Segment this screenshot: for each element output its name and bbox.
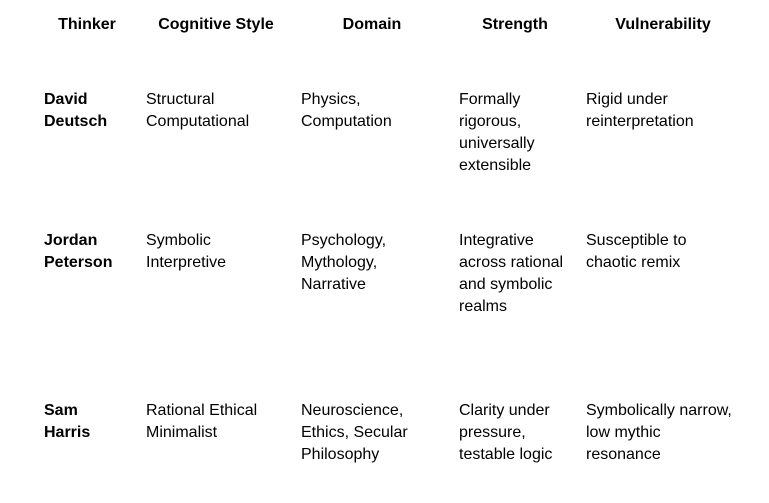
table-cell-thinker: David Deutsch xyxy=(44,91,108,130)
table-cell-thinker: Jordan Peterson xyxy=(44,232,113,271)
table-cell-strength: Integrative across rational and symbolic realms xyxy=(459,232,564,315)
header-domain: Domain xyxy=(342,16,402,33)
table-cell-vulnerability: Susceptible to chaotic remix xyxy=(586,232,687,271)
table-cell-domain: Neuroscience, Ethics, Secular Philosophy xyxy=(301,402,408,463)
table-cell-domain: Psychology, Mythology, Narrative xyxy=(301,232,387,293)
table-cell-domain: Physics, Computation xyxy=(301,91,392,130)
header-vulnerability: Vulnerability xyxy=(615,16,711,33)
table-cell-cognitive-style: Rational Ethical Minimalist xyxy=(146,402,258,441)
header-thinker: Thinker xyxy=(58,16,116,33)
table-cell-vulnerability: Symbolically narrow, low mythic resonance xyxy=(586,402,732,463)
table-cell-thinker: Sam Harris xyxy=(44,402,91,441)
table-cell-strength: Formally rigorous, universally extensible xyxy=(459,91,535,174)
header-cognitive-style: Cognitive Style xyxy=(158,16,274,33)
table-cell-vulnerability: Rigid under reinterpretation xyxy=(586,91,694,130)
table-cell-cognitive-style: Symbolic Interpretive xyxy=(146,232,227,271)
table-cell-strength: Clarity under pressure, testable logic xyxy=(459,402,553,463)
header-strength: Strength xyxy=(482,16,548,33)
table-cell-cognitive-style: Structural Computational xyxy=(146,91,250,130)
